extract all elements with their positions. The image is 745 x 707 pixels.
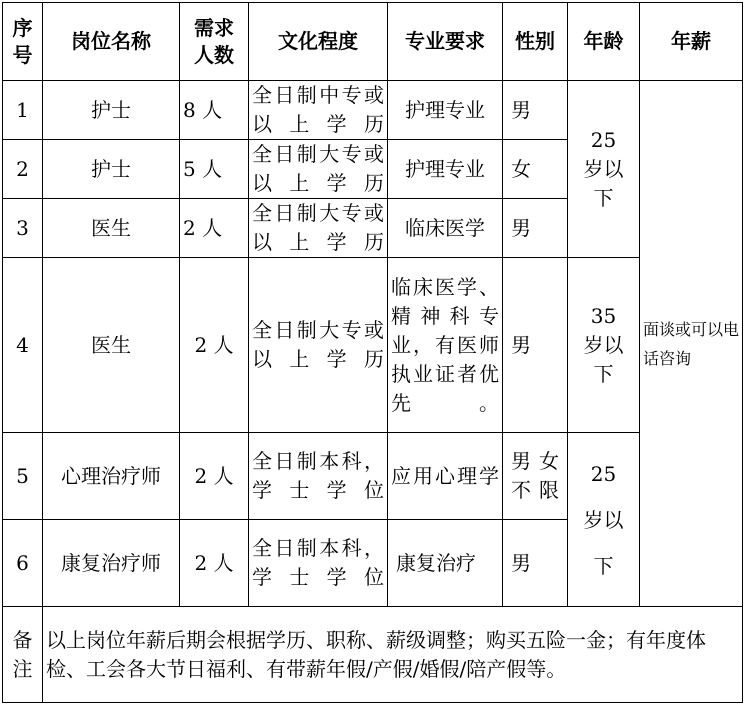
row-count: 8 人: [180, 81, 249, 140]
row-education: 全日制大专或以上学历: [249, 199, 388, 258]
row-education: 全日制本科，学士学位: [249, 520, 388, 607]
row-seq: 6: [3, 520, 43, 607]
row-position: 心理治疗师: [43, 433, 180, 520]
row-gender: 男: [503, 520, 568, 607]
header-count: 需求人数: [180, 3, 249, 81]
row-position: 医生: [43, 199, 180, 258]
salary-cell: 面谈或可以电话咨询: [640, 81, 743, 607]
row-seq: 2: [3, 140, 43, 199]
row-gender: 女: [503, 140, 568, 199]
row-education: 全日制大专或以上学历: [249, 140, 388, 199]
row-count: 5 人: [180, 140, 249, 199]
row-seq: 5: [3, 433, 43, 520]
row-position: 康复治疗师: [43, 520, 180, 607]
header-education: 文化程度: [249, 3, 388, 81]
row-gender: 男女不限: [503, 433, 568, 520]
table-row: [3, 258, 743, 433]
row-major: 康复治疗: [388, 520, 503, 607]
row-count: 2 人: [180, 258, 249, 433]
header-gender: 性别: [503, 3, 568, 81]
header-position: 岗位名称: [43, 3, 180, 81]
row-seq: 4: [3, 258, 43, 433]
header-major: 专业要求: [388, 3, 503, 81]
row-gender: 男: [503, 199, 568, 258]
row-count: 2 人: [180, 199, 249, 258]
row-seq: 3: [3, 199, 43, 258]
row-gender: 男: [503, 258, 568, 433]
header-age: 年龄: [568, 3, 640, 81]
row-education: 全日制本科，学士学位: [249, 433, 388, 520]
row-position: 护士: [43, 140, 180, 199]
row-seq: 1: [3, 81, 43, 140]
row-major: 临床医学、精神科专业，有医师执业证者优先。: [388, 258, 503, 433]
age-group-3: 25 岁以下: [568, 433, 640, 607]
row-count: 2 人: [180, 433, 249, 520]
row-major: 临床医学: [388, 199, 503, 258]
age-group-2: 35 岁以下: [568, 258, 640, 433]
table-row: [3, 433, 743, 520]
header-seq: 序号: [3, 3, 43, 81]
row-position: 护士: [43, 81, 180, 140]
row-education: 全日制大专或以上学历: [249, 258, 388, 433]
row-education: 全日制中专或以上学历: [249, 81, 388, 140]
age-group-1: 25 岁以下: [568, 81, 640, 258]
note-label: 备注: [3, 607, 43, 703]
note-row: [3, 607, 743, 703]
recruitment-table: [2, 2, 743, 703]
note-text: 以上岗位年薪后期会根据学历、职称、薪级调整；购买五险一金；有年度体检、工会各大节日福利、有带薪年假/产假/婚假/陪产假等。: [43, 607, 743, 703]
row-count: 2 人: [180, 520, 249, 607]
header-row: [3, 3, 743, 81]
row-gender: 男: [503, 81, 568, 140]
row-major: 护理专业: [388, 81, 503, 140]
table-row: [3, 81, 743, 140]
header-salary: 年薪: [640, 3, 743, 81]
row-major: 护理专业: [388, 140, 503, 199]
row-position: 医生: [43, 258, 180, 433]
row-major: 应用心理学: [388, 433, 503, 520]
